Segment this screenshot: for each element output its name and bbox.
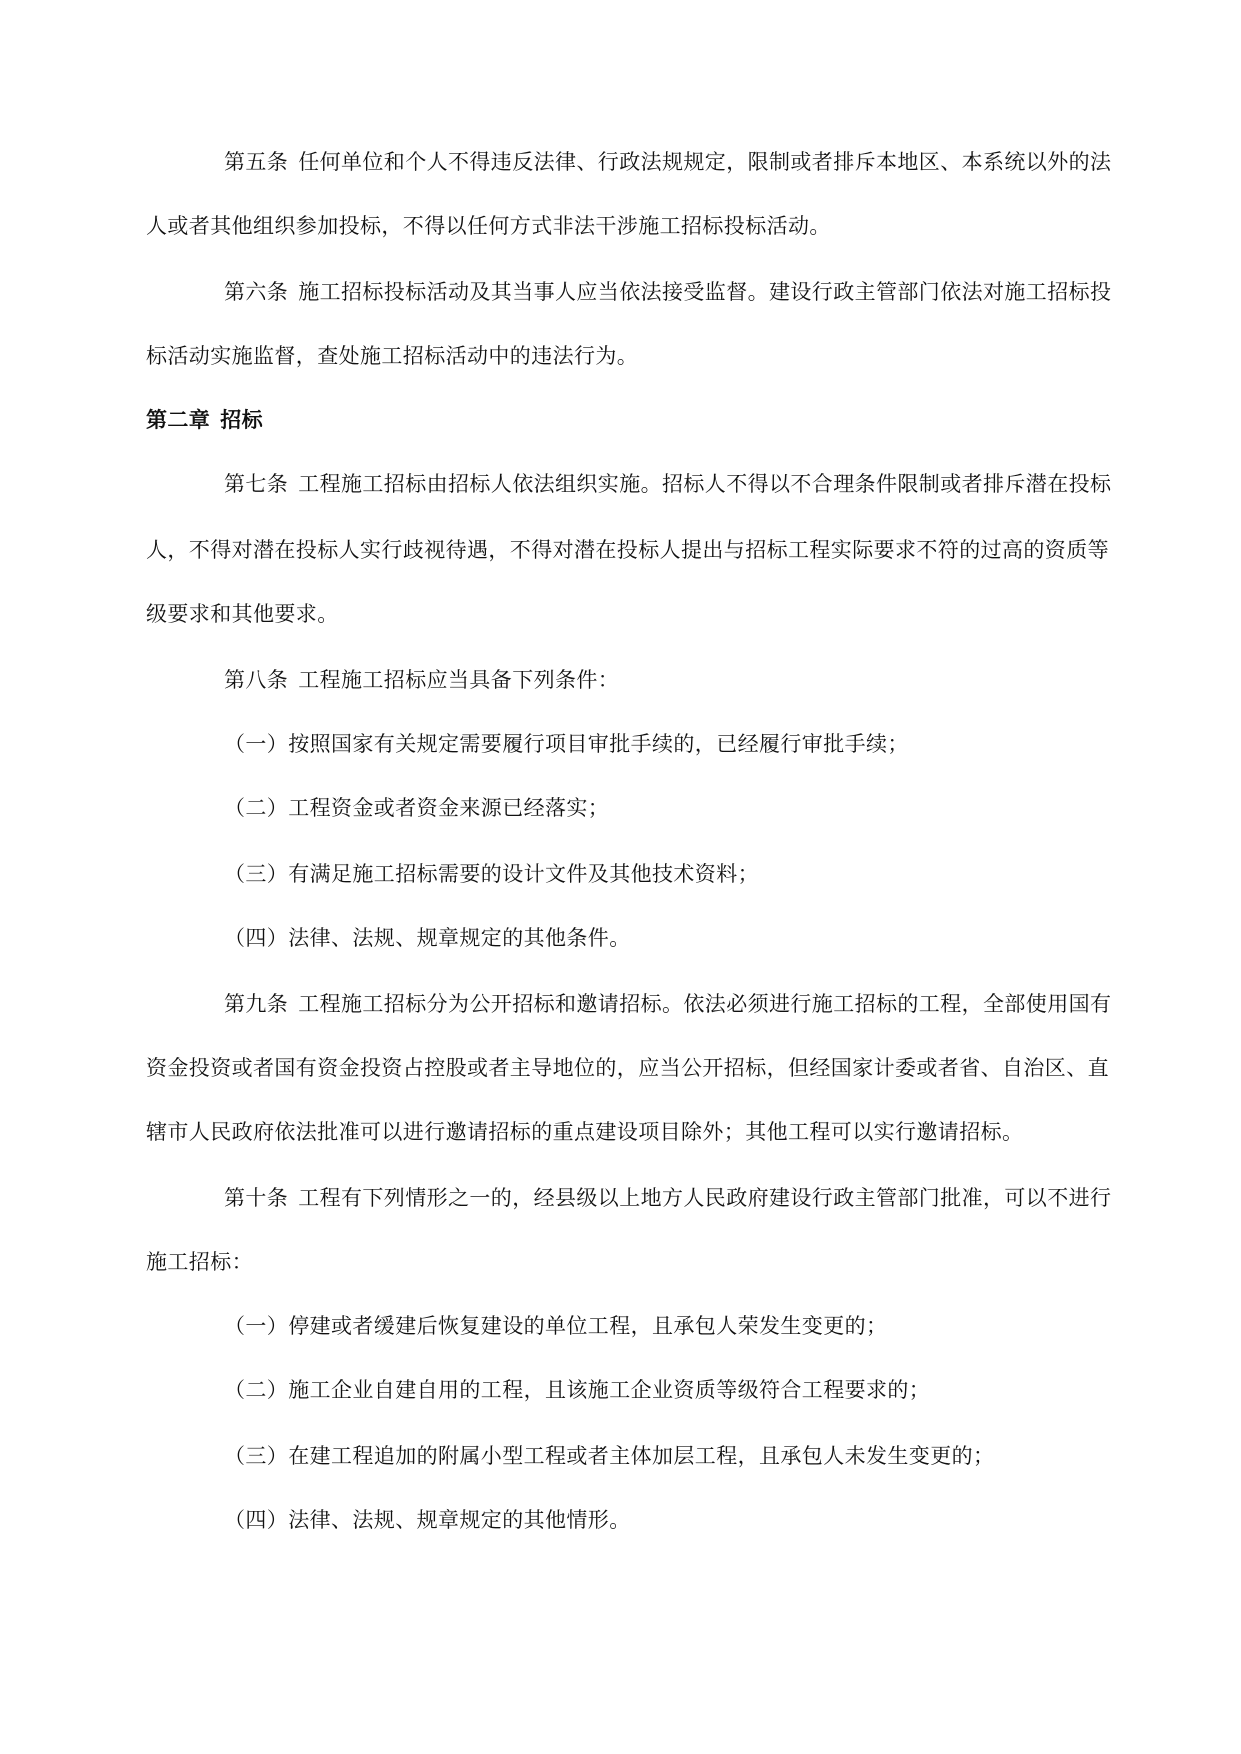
article-5-text: 任何单位和个人不得违反法律、行政法规规定，限制或者排斥本地区、本系统以外的法	[298, 150, 1112, 174]
article-9-text: 工程施工招标分为公开招标和邀请招标。依法必须进行施工招标的工程，全部使用国有	[298, 992, 1112, 1016]
article-9-line-3: 辖市人民政府依法批准可以进行邀请招标的重点建设项目除外；其他工程可以实行邀请招标。	[146, 1120, 1024, 1144]
chapter-heading	[146, 406, 263, 434]
article-8-item-1: （一）按照国家有关规定需要履行项目审批手续的，已经履行审批手续；	[224, 732, 909, 756]
article-9-label: 第九条	[224, 992, 289, 1016]
article-10-text: 工程有下列情形之一的，经县级以上地方人民政府建设行政主管部门批准，可以不进行	[298, 1186, 1112, 1210]
chapter-title: 招标	[220, 408, 264, 432]
article-5-label: 第五条	[224, 150, 289, 174]
article-10-item-2: （二）施工企业自建自用的工程，且该施工企业资质等级符合工程要求的；	[224, 1378, 931, 1402]
article-8-label: 第八条	[224, 668, 289, 692]
article-5-line-1	[224, 148, 1111, 176]
article-6-line-1	[224, 278, 1111, 306]
article-8-line-1	[224, 666, 619, 694]
article-9-line-2: 资金投资或者国有资金投资占控股或者主导地位的，应当公开招标，但经国家计委或者省、自治区、直	[146, 1056, 1109, 1080]
article-7-label: 第七条	[224, 472, 289, 496]
chapter-label: 第二章	[146, 408, 211, 432]
article-7-line-3: 级要求和其他要求。	[146, 602, 339, 626]
article-6-line-2: 标活动实施监督，查处施工招标活动中的违法行为。	[146, 344, 639, 368]
article-10-item-4: （四）法律、法规、规章规定的其他情形。	[224, 1508, 631, 1532]
article-10-label: 第十条	[224, 1186, 289, 1210]
article-6-text: 施工招标投标活动及其当事人应当依法接受监督。建设行政主管部门依法对施工招标投	[298, 280, 1112, 304]
article-8-text: 工程施工招标应当具备下列条件：	[298, 668, 620, 692]
article-8-item-4: （四）法律、法规、规章规定的其他条件。	[224, 926, 631, 950]
article-10-item-3: （三）在建工程追加的附属小型工程或者主体加层工程，且承包人未发生变更的；	[224, 1444, 995, 1468]
article-5-line-2: 人或者其他组织参加投标，不得以任何方式非法干涉施工招标投标活动。	[146, 214, 831, 238]
article-7-line-2: 人，不得对潜在投标人实行歧视待遇，不得对潜在投标人提出与招标工程实际要求不符的过高的资质等	[146, 538, 1109, 562]
article-9-line-1	[224, 990, 1111, 1018]
article-8-item-3: （三）有满足施工招标需要的设计文件及其他技术资料；	[224, 862, 759, 886]
article-7-text: 工程施工招标由招标人依法组织实施。招标人不得以不合理条件限制或者排斥潜在投标	[298, 472, 1112, 496]
article-8-item-2: （二）工程资金或者资金来源已经落实；	[224, 796, 610, 820]
article-10-item-1: （一）停建或者缓建后恢复建设的单位工程，且承包人荣发生变更的；	[224, 1314, 888, 1338]
article-10-line-1	[224, 1184, 1111, 1212]
article-6-label: 第六条	[224, 280, 289, 304]
article-7-line-1	[224, 470, 1111, 498]
article-10-line-2: 施工招标：	[146, 1250, 253, 1274]
